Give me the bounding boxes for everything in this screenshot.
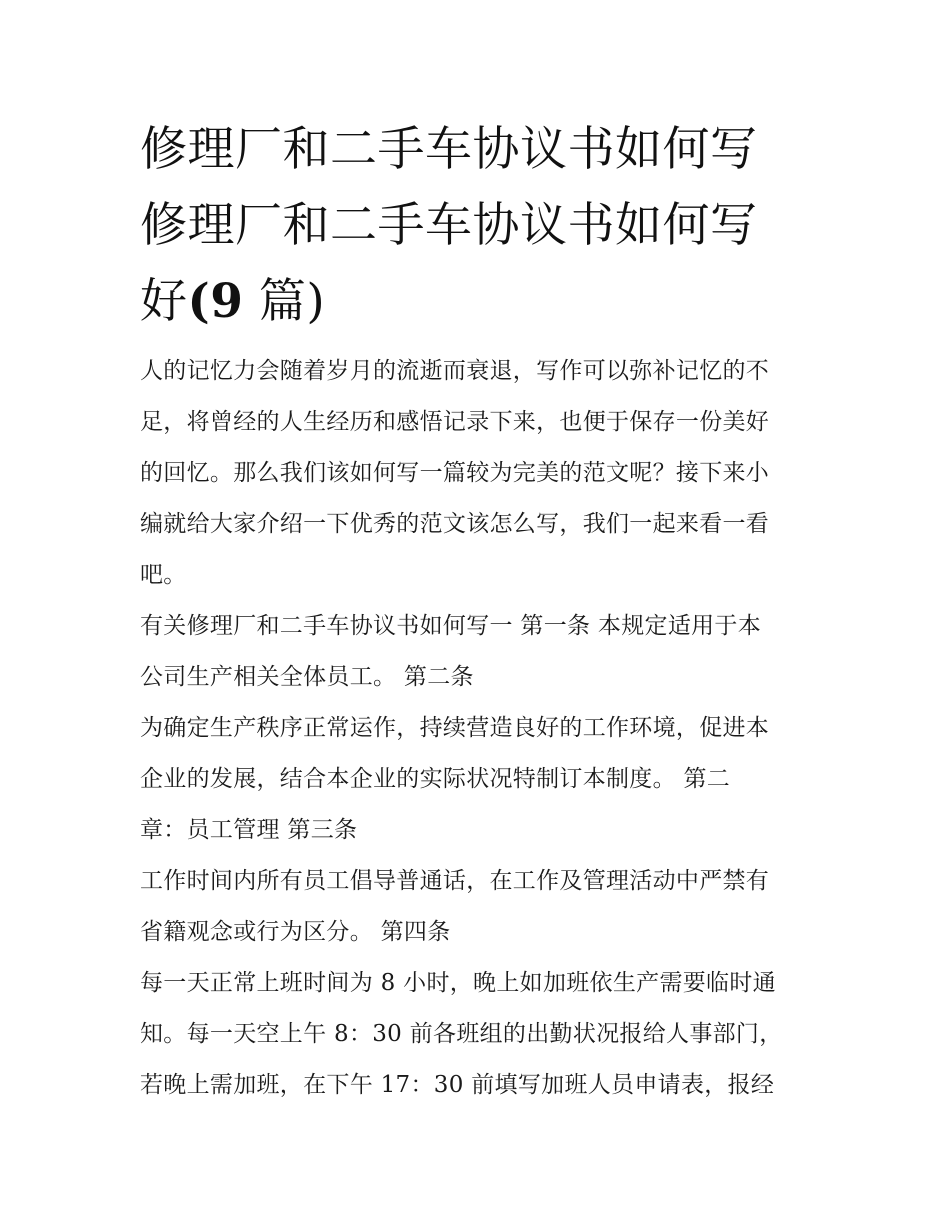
body-line: 公司生产相关全体员工。 第二条 [140,664,474,690]
body-line: 省籍观念或行为区分。 第四条 [140,919,451,945]
document-page [140,112,815,1111]
body-line: 企业的发展，结合本企业的实际状况特制订本制度。 第二 [140,766,731,792]
body-line: 足，将曾经的人生经历和感悟记录下来，也便于保存一份美好 [140,409,770,435]
title-line-3 [140,264,815,340]
body-line: 编就给大家介绍一下优秀的范文该怎么写，我们一起来看一看 [140,511,770,537]
title-line-3-prefix: 好 [140,274,188,329]
document-body [140,346,815,1111]
title-line-3-suffix: 篇) [243,274,326,329]
body-line: 知。每一天空上午 8：30 前各班组的出勤状况报给人事部门， [140,1021,783,1047]
body-line: 每一天正常上班时间为 8 小时，晚上如加班依生产需要临时通 [140,970,776,996]
body-line: 为确定生产秩序正常运作，持续营造良好的工作环境，促进本 [140,715,770,741]
title-article-count: (9 [187,274,244,329]
body-line: 工作时间内所有员工倡导普通话，在工作及管理活动中严禁有 [140,868,770,894]
body-line: 若晚上需加班，在下午 17：30 前填写加班人员申请表，报经 [140,1072,775,1098]
title-line-1: 修理厂和二手车协议书如何写 [140,122,758,177]
body-line: 人的记忆力会随着岁月的流逝而衰退，写作可以弥补记忆的不 [140,358,770,384]
body-line: 有关修理厂和二手车协议书如何写一 第一条 本规定适用于本 [140,613,762,639]
body-line: 章：员工管理 第三条 [140,817,358,843]
document-title [140,112,815,340]
title-line-2: 修理厂和二手车协议书如何写 [140,198,758,253]
body-line: 的回忆。那么我们该如何写一篇较为完美的范文呢？接下来小 [140,460,770,486]
body-line: 吧。 [140,562,187,588]
